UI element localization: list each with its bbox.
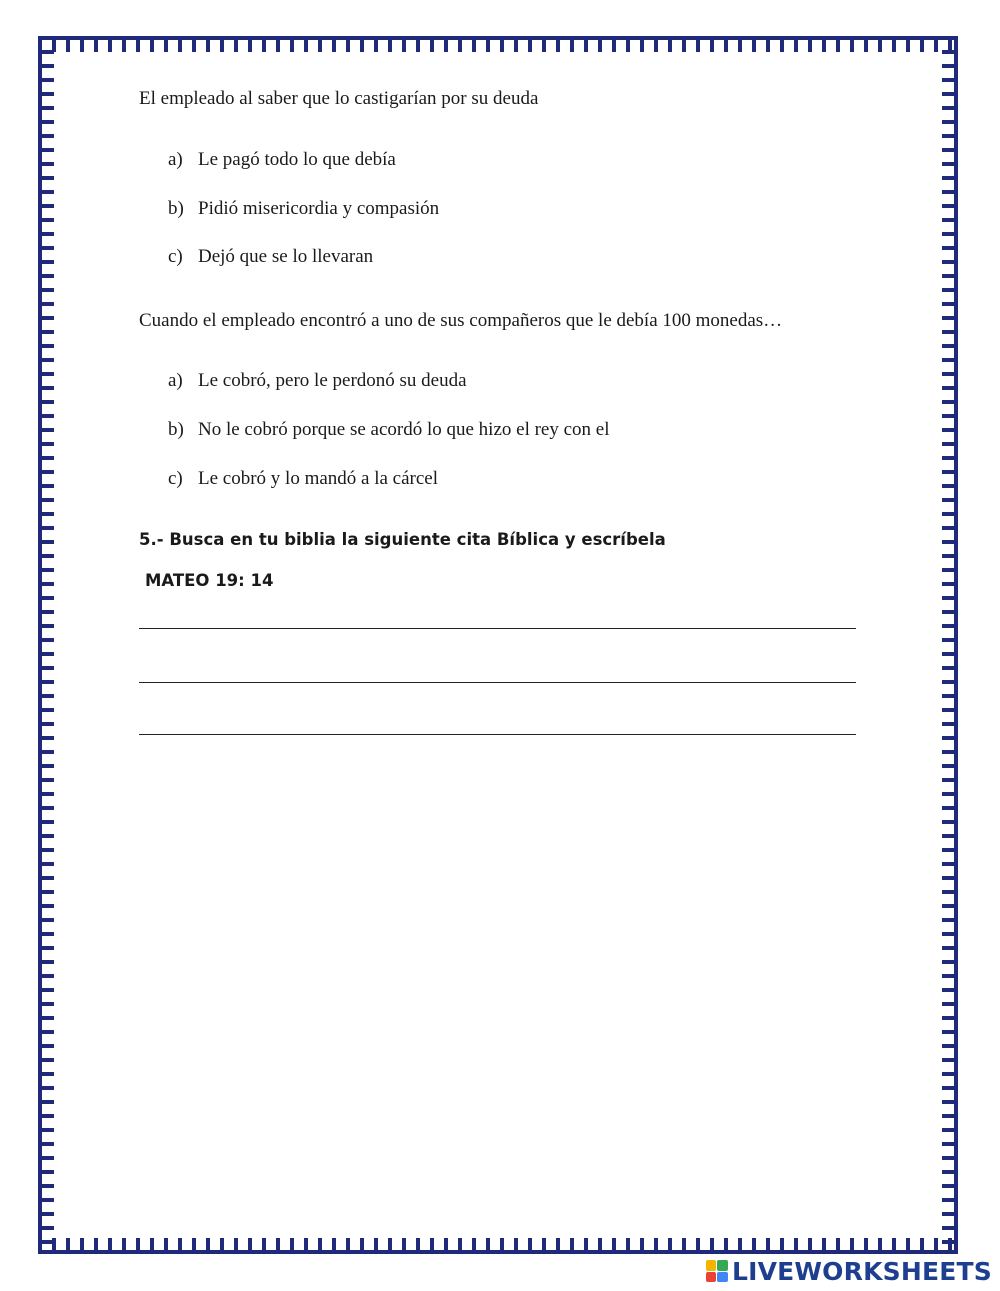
- border-left: [38, 36, 54, 1254]
- option-text: Pidió misericordia y compasión: [198, 198, 440, 219]
- border-bottom: [38, 1238, 958, 1254]
- brand-watermark: [706, 1256, 992, 1286]
- option-item[interactable]: [168, 149, 396, 171]
- option-item[interactable]: [168, 246, 373, 268]
- option-letter: b): [168, 419, 184, 440]
- question-prompt: Cuando el empleado encontró a uno de sus compañeros que le debía 100 monedas…: [139, 310, 783, 331]
- section-heading: 5.- Busca en tu biblia la siguiente cita Bíblica y escríbela: [139, 530, 666, 549]
- option-item[interactable]: [168, 198, 439, 220]
- border-right: [942, 36, 958, 1254]
- answer-line[interactable]: [139, 628, 856, 629]
- option-text: Le cobró, pero le perdonó su deuda: [198, 370, 467, 391]
- answer-line[interactable]: [139, 734, 856, 735]
- option-letter: a): [168, 370, 183, 391]
- option-text: Le pagó todo lo que debía: [198, 149, 396, 170]
- brand-name: LIVEWORKSHEETS: [731, 1256, 992, 1286]
- border-top: [38, 36, 958, 52]
- option-item[interactable]: [168, 419, 610, 441]
- option-letter: c): [168, 246, 183, 267]
- option-item[interactable]: [168, 370, 467, 392]
- brand-logo-icon: [706, 1260, 728, 1282]
- option-text: No le cobró porque se acordó lo que hizo el rey con el: [198, 419, 610, 440]
- answer-line[interactable]: [139, 682, 856, 683]
- question-prompt: El empleado al saber que lo castigarían por su deuda: [139, 88, 539, 109]
- option-item[interactable]: [168, 468, 438, 490]
- option-letter: c): [168, 468, 183, 489]
- option-text: Dejó que se lo llevaran: [198, 246, 374, 267]
- option-text: Le cobró y lo mandó a la cárcel: [198, 468, 439, 489]
- option-letter: a): [168, 149, 183, 170]
- option-letter: b): [168, 198, 184, 219]
- bible-reference: MATEO 19: 14: [145, 571, 274, 590]
